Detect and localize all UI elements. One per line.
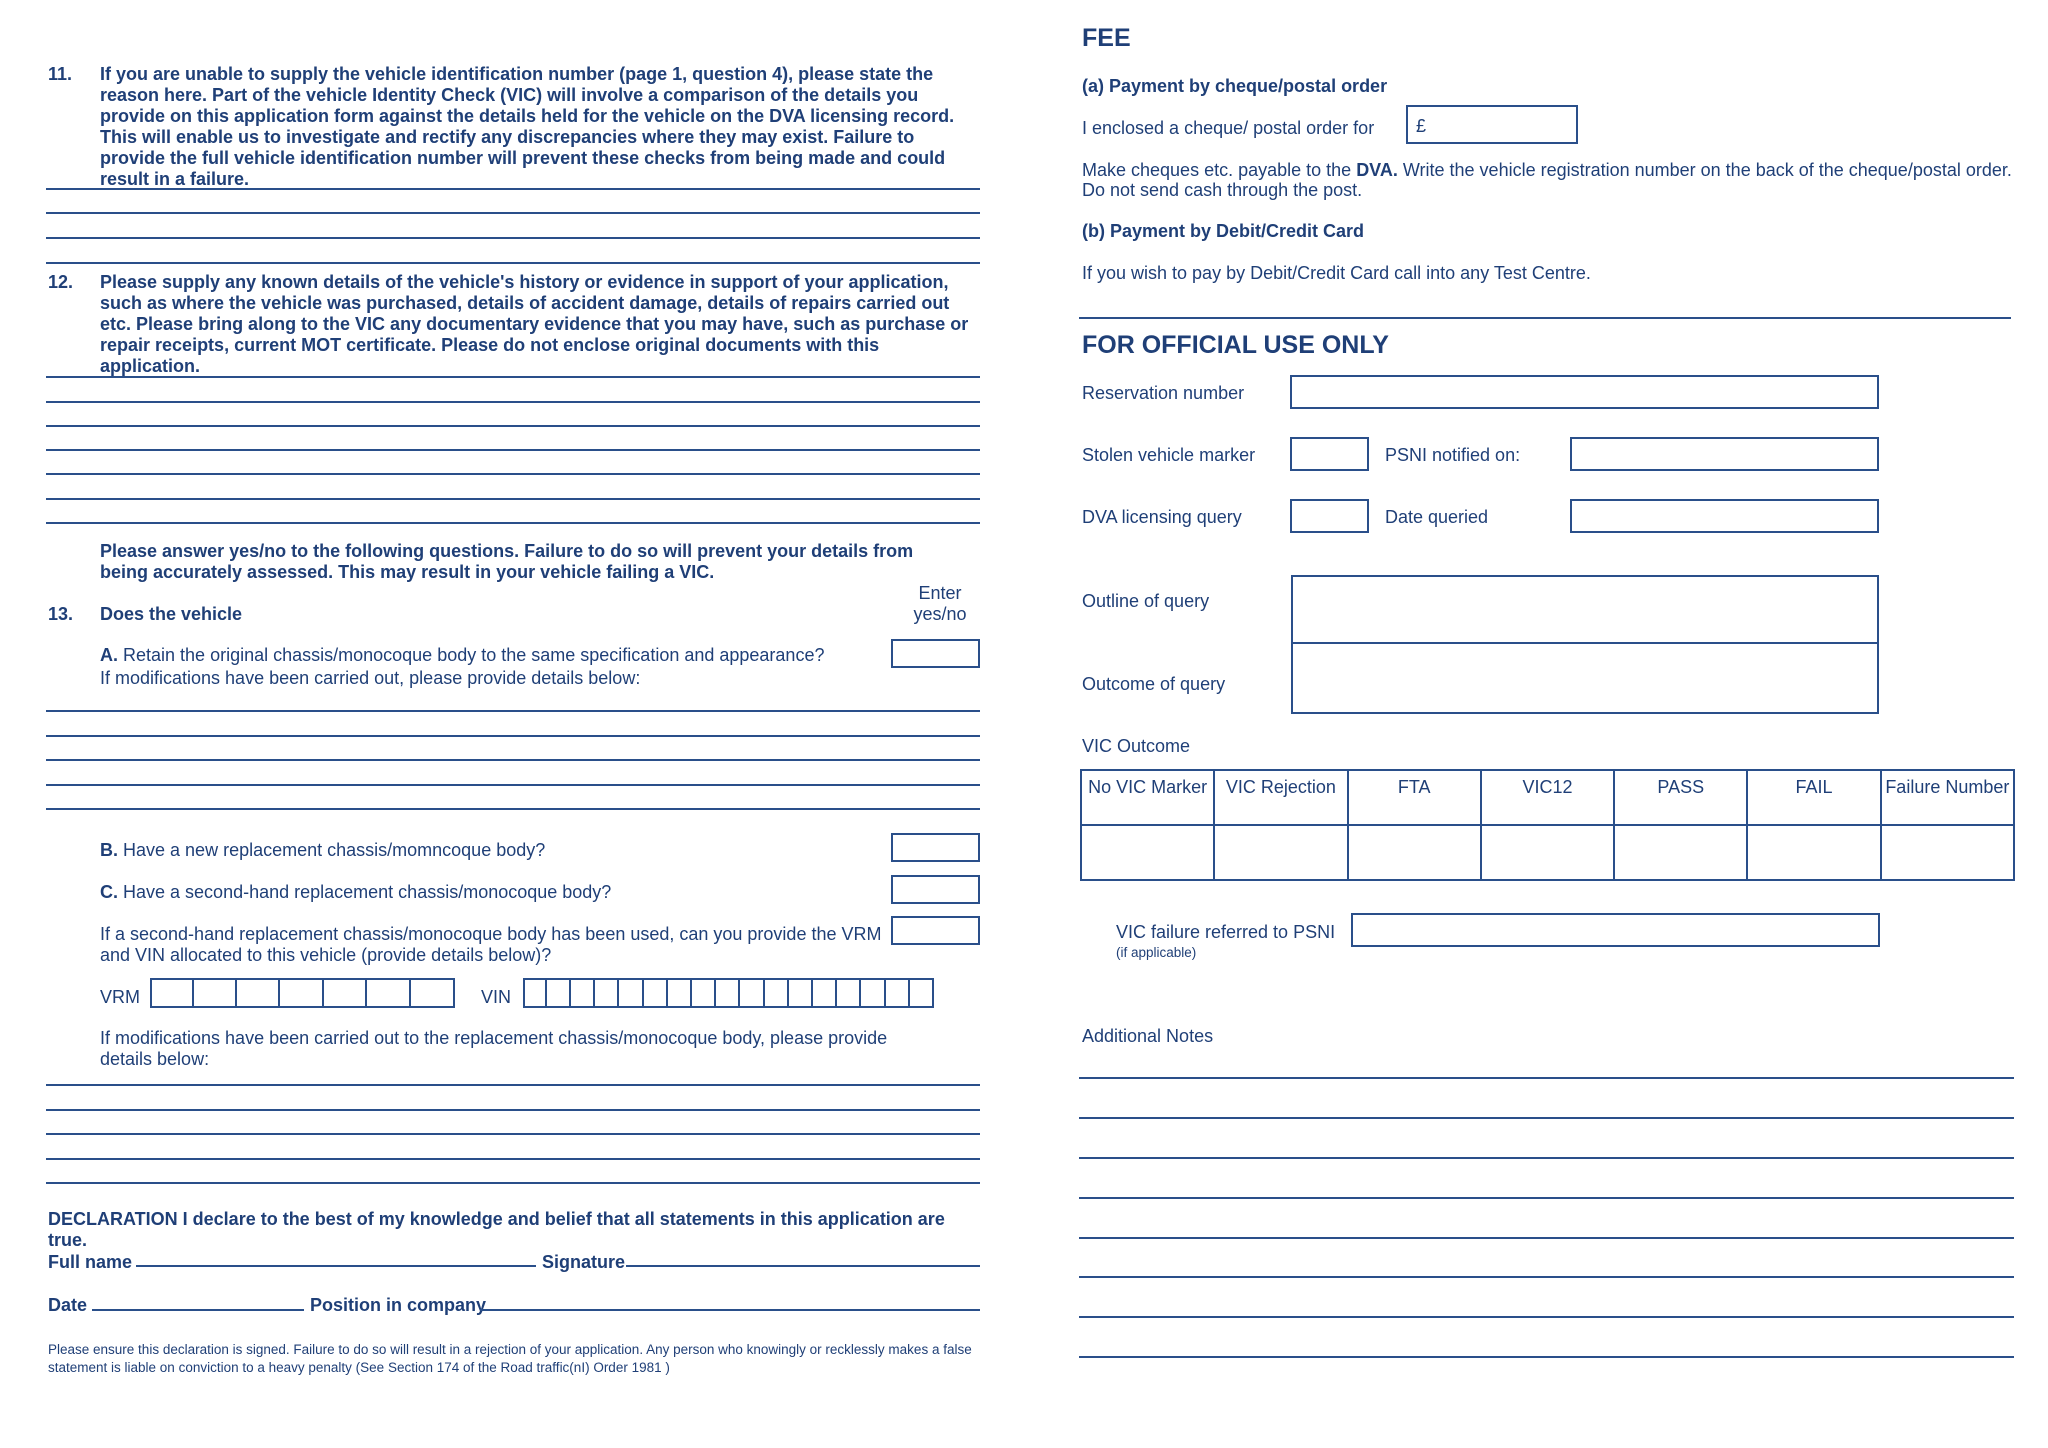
- question-11-text: If you are unable to supply the vehicle identification number (page 1, question 4), please state the reason here. Part of the vehicle Identity Check (VIC) will involve a comparison of the details you provide on this application form against the details held for the vehicle on the DVA licensing record. This will enable us to investigate and rectify any discrepancies where they may exist. Failure to provide the full vehicle identification number will prevent these checks from being made and could result in a failure.: [100, 64, 955, 189]
- vic-outcome-header-row: [1081, 770, 2014, 825]
- answer-line-11-2[interactable]: [46, 212, 980, 214]
- position-label: Position in company: [310, 1295, 487, 1315]
- if-applicable-label: (if applicable): [1116, 945, 1197, 960]
- notes-line-3[interactable]: [1079, 1157, 2014, 1159]
- question-13b-prefix: B.: [100, 840, 118, 860]
- outline-input[interactable]: [1291, 575, 1879, 644]
- vin-label: VIN: [481, 987, 512, 1007]
- currency-symbol: £: [1416, 116, 1427, 136]
- notes-line-5[interactable]: [1079, 1237, 2014, 1239]
- vic-outcome-label: VIC Outcome: [1082, 736, 1191, 756]
- answer-line-11-4[interactable]: [46, 262, 980, 264]
- signature-label: Signature: [542, 1252, 626, 1272]
- answer-line-12-1[interactable]: [46, 376, 980, 378]
- yes-no-box-13a[interactable]: [891, 639, 980, 668]
- reservation-label: Reservation number: [1082, 383, 1245, 403]
- answer-line-12-6[interactable]: [46, 498, 980, 500]
- answer-line-11-1[interactable]: [46, 188, 980, 190]
- additional-notes-label: Additional Notes: [1082, 1026, 1214, 1046]
- date-queried-label: Date queried: [1385, 507, 1489, 527]
- payable-post: Write the vehicle registration number on the back of the cheque/postal order.: [1397, 160, 2012, 180]
- payable-pre: Make cheques etc. payable to the: [1082, 160, 1357, 180]
- vrm-label: VRM: [100, 987, 140, 1007]
- vic-outcome-entry-row: [1081, 825, 2014, 880]
- yes-no-box-13b[interactable]: [891, 833, 980, 862]
- dva-query-input[interactable]: [1290, 499, 1369, 533]
- question-13b-text: Have a new replacement chassis/momncoque body?: [123, 840, 546, 860]
- answer-line-13a-5[interactable]: [46, 808, 980, 810]
- question-13a-sub: If modifications have been carried out, please provide details below:: [100, 668, 641, 688]
- answer-line-mod-5[interactable]: [46, 1182, 980, 1184]
- vic-failure-label: VIC failure referred to PSNI: [1116, 922, 1336, 942]
- section-divider: [1079, 317, 2011, 319]
- answer-line-13a-2[interactable]: [46, 735, 980, 737]
- vin-cells[interactable]: [523, 978, 934, 1008]
- notes-line-7[interactable]: [1079, 1316, 2014, 1318]
- answer-line-mod-3[interactable]: [46, 1133, 980, 1135]
- notes-line-1[interactable]: [1079, 1077, 2014, 1079]
- vrm-cells[interactable]: [150, 978, 455, 1008]
- question-13c: [100, 882, 880, 903]
- full-name-label: Full name: [48, 1252, 133, 1272]
- position-line[interactable]: [480, 1309, 980, 1311]
- vic-failure-input[interactable]: [1351, 913, 1880, 947]
- cell-fail[interactable]: [1747, 825, 1880, 880]
- cell-pass[interactable]: [1614, 825, 1747, 880]
- enter-yes-no-label: Enter yes/no: [913, 583, 967, 624]
- outcome-input[interactable]: [1291, 642, 1879, 714]
- date-label: Date: [48, 1295, 88, 1315]
- col-vic-rejection: VIC Rejection: [1214, 770, 1347, 825]
- question-13c-prefix: C.: [100, 882, 118, 902]
- cell-no-vic-marker[interactable]: [1081, 825, 1214, 880]
- cell-vic12[interactable]: [1481, 825, 1614, 880]
- answer-line-mod-1[interactable]: [46, 1084, 980, 1086]
- fee-a-title: (a) Payment by cheque/postal order: [1082, 76, 1388, 96]
- declaration-title: DECLARATION I declare to the best of my knowledge and belief that all statements in this application are true.: [48, 1209, 945, 1250]
- question-13a: [100, 645, 880, 666]
- question-13a-text: Retain the original chassis/monocoque body to the same specification and appearance?: [123, 645, 825, 665]
- notes-line-2[interactable]: [1079, 1117, 2014, 1119]
- date-line[interactable]: [92, 1309, 304, 1311]
- reservation-input[interactable]: [1290, 375, 1879, 409]
- yes-no-box-13c[interactable]: [891, 875, 980, 904]
- answer-line-13a-4[interactable]: [46, 784, 980, 786]
- yesno-intro: Please answer yes/no to the following questions. Failure to do so will prevent your details from being accurately assessed. This may result in your vehicle failing a VIC.: [100, 541, 914, 582]
- answer-line-12-3[interactable]: [46, 425, 980, 427]
- question-13c-sub: If a second-hand replacement chassis/monocoque body has been used, can you provide the VRM and VIN allocated to this vehicle (provide details below)?: [100, 924, 882, 965]
- question-12-text: Please supply any known details of the vehicle's history or evidence in support of your application, such as where the vehicle was purchased, details of accident damage, details of repairs carried out etc. Please bring along to the VIC any documentary evidence that you may have, such as purchase or repair receipts, current MOT certificate. Please do not enclose original documents with this application.: [100, 272, 969, 376]
- answer-line-12-7[interactable]: [46, 522, 980, 524]
- payable-text: [1082, 160, 2022, 181]
- psni-notified-input[interactable]: [1570, 437, 1879, 471]
- stolen-input[interactable]: [1290, 437, 1369, 471]
- cell-failure-number[interactable]: [1881, 825, 2014, 880]
- notes-line-6[interactable]: [1079, 1276, 2014, 1278]
- modifications-text: If modifications have been carried out to the replacement chassis/monocoque body, please provide details below:: [100, 1028, 888, 1069]
- yes-no-box-13c-vrm-vin[interactable]: [891, 916, 980, 945]
- answer-line-11-3[interactable]: [46, 237, 980, 239]
- question-11-number: 11.: [48, 64, 73, 84]
- outcome-label: Outcome of query: [1082, 674, 1226, 694]
- payable-bold: DVA.: [1356, 160, 1398, 180]
- question-12-number: 12.: [48, 272, 74, 292]
- answer-line-13a-1[interactable]: [46, 710, 980, 712]
- declaration-footnote: Please ensure this declaration is signed. Failure to do so will result in a rejection of your application. Any person who knowingly or recklessly makes a false statement is liable on conviction to a heavy penalty (See Section 174 of the Road traffic(nI) Order 1981 ): [48, 1342, 972, 1375]
- answer-line-13a-3[interactable]: [46, 759, 980, 761]
- psni-notified-label: PSNI notified on:: [1385, 445, 1521, 465]
- answer-line-12-4[interactable]: [46, 449, 980, 451]
- signature-line[interactable]: [626, 1265, 980, 1267]
- dva-query-label: DVA licensing query: [1082, 507, 1242, 527]
- cell-fta[interactable]: [1348, 825, 1481, 880]
- answer-line-12-2[interactable]: [46, 401, 980, 403]
- answer-line-mod-4[interactable]: [46, 1158, 980, 1160]
- col-no-vic-marker: No VIC Marker: [1081, 770, 1214, 825]
- col-fail: FAIL: [1747, 770, 1880, 825]
- answer-line-12-5[interactable]: [46, 473, 980, 475]
- vic-outcome-table: [1080, 769, 2015, 881]
- stolen-label: Stolen vehicle marker: [1082, 445, 1256, 465]
- question-13a-prefix: A.: [100, 645, 118, 665]
- notes-line-8[interactable]: [1079, 1356, 2014, 1358]
- answer-line-mod-2[interactable]: [46, 1109, 980, 1111]
- outline-label: Outline of query: [1082, 591, 1210, 611]
- date-queried-input[interactable]: [1570, 499, 1879, 533]
- col-vic12: VIC12: [1481, 770, 1614, 825]
- col-fta: FTA: [1348, 770, 1481, 825]
- question-13b: [100, 840, 880, 861]
- card-text: If you wish to pay by Debit/Credit Card call into any Test Centre.: [1082, 263, 1591, 283]
- fee-amount-input[interactable]: [1406, 105, 1578, 144]
- question-13-number: 13.: [48, 604, 74, 624]
- enclosed-label: I enclosed a cheque/ postal order for: [1082, 118, 1375, 138]
- fee-b-title: (b) Payment by Debit/Credit Card: [1082, 221, 1365, 241]
- fee-heading: FEE: [1082, 24, 1131, 52]
- col-failure-number: Failure Number: [1881, 770, 2014, 825]
- question-13-title: Does the vehicle: [100, 604, 243, 624]
- col-pass: PASS: [1614, 770, 1747, 825]
- full-name-line[interactable]: [136, 1265, 536, 1267]
- no-cash-text: Do not send cash through the post.: [1082, 180, 1363, 200]
- cell-vic-rejection[interactable]: [1214, 825, 1347, 880]
- notes-line-4[interactable]: [1079, 1197, 2014, 1199]
- official-heading: FOR OFFICIAL USE ONLY: [1082, 331, 1389, 359]
- question-13c-text: Have a second-hand replacement chassis/monocoque body?: [123, 882, 612, 902]
